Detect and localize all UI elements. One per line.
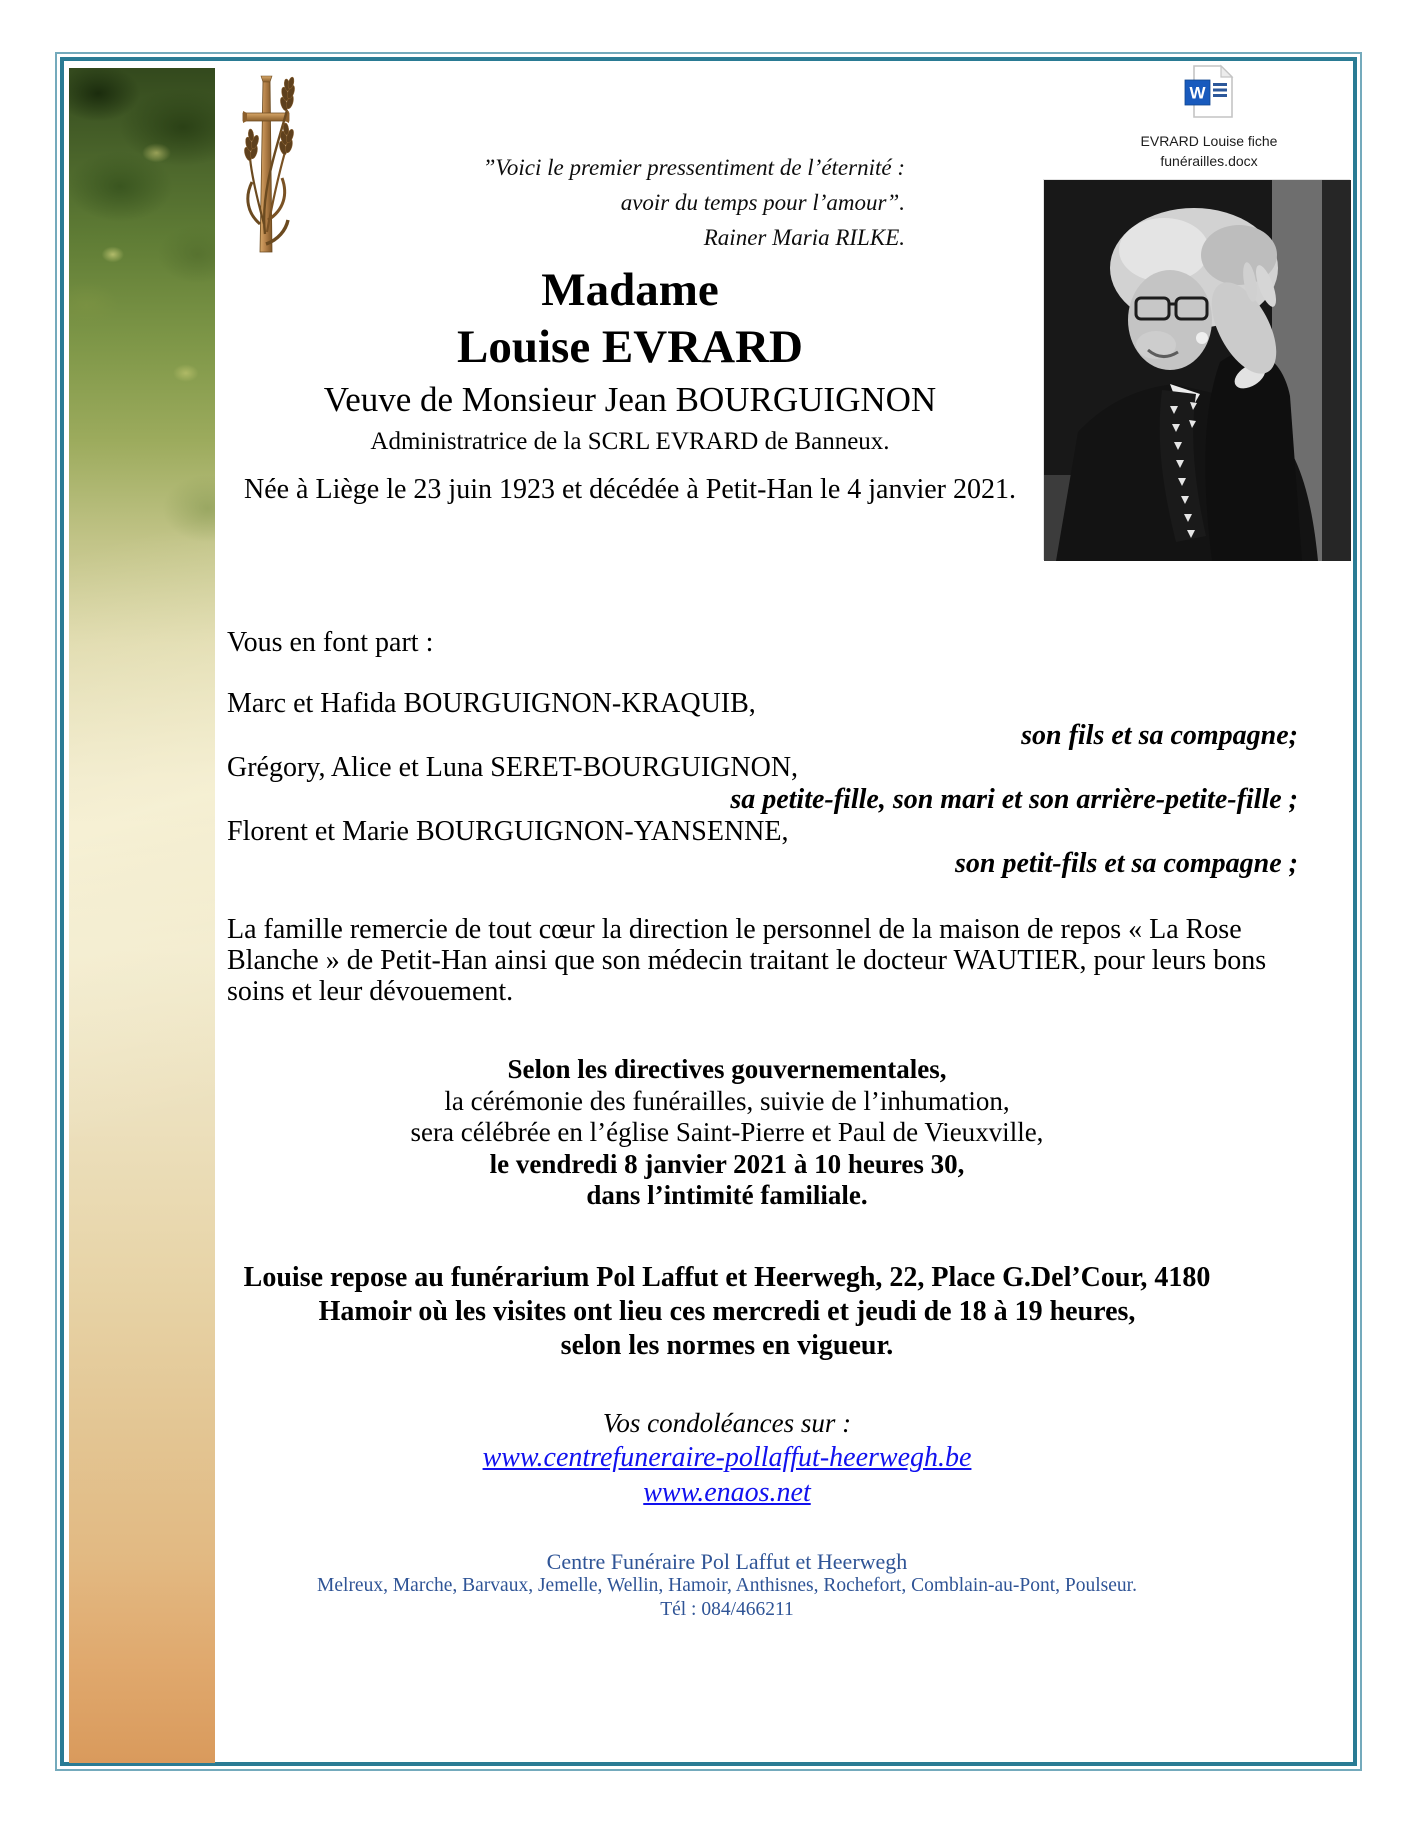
ceremony-line: la cérémonie des funérailles, suivie de l’inhumation, — [444, 1085, 1010, 1116]
deceased-portrait-photo — [1043, 179, 1350, 560]
visitation-details — [227, 1261, 1227, 1363]
attachment-shortcut[interactable] — [1124, 64, 1294, 171]
family-member-names: Florent et Marie BOURGUIGNON-YANSENNE, — [227, 816, 789, 847]
family-member-relation: son petit-fils et sa compagne ; — [955, 848, 1298, 879]
condolences-link-centrefuneraire[interactable]: www.centrefuneraire-pollaffut-heerwegh.be — [482, 1442, 972, 1473]
funeral-home-locations: Melreux, Marche, Barvaux, Jemelle, Wellin, Hamoir, Anthisnes, Rochefort, Comblain-au-Pont, Poulseur. — [317, 1575, 1137, 1596]
announcement-intro: Vous en font part : — [227, 627, 434, 658]
condolences-section — [227, 1406, 1227, 1510]
quote-author: Rainer Maria RILKE. — [703, 225, 905, 250]
deceased-life-dates: Née à Liège le 23 juin 1923 et décédée à Petit-Han le 4 janvier 2021. — [243, 474, 1017, 505]
family-list — [227, 688, 1298, 880]
family-member-relation: sa petite-fille, son mari et son arrière-petite-fille ; — [730, 784, 1298, 815]
visitation-line: Hamoir où les visites ont lieu ces mercredi et jeudi de 18 à 19 heures, — [318, 1296, 1136, 1327]
ceremony-line: Selon les directives gouvernementales, — [507, 1054, 947, 1084]
ceremony-line: sera célébrée en l’église Saint-Pierre et Paul de Vieuxville, — [410, 1117, 1044, 1147]
deceased-role: Administratrice de la SCRL EVRARD de Banneux. — [370, 428, 890, 455]
forest-path-image — [69, 68, 215, 1763]
deceased-widow-of: Veuve de Monsieur Jean BOURGUIGNON — [323, 380, 937, 419]
deceased-name: Louise EVRARD — [456, 321, 803, 373]
thanks-line: Blanche » de Petit-Han ainsi que son médecin traitant le docteur WAUTIER, pour leurs bons — [227, 945, 1267, 976]
funeral-home-footer — [227, 1549, 1227, 1622]
family-member-relation: son fils et sa compagne; — [1021, 720, 1298, 751]
thanks-line: La famille remercie de tout cœur la direction le personnel de la maison de repos « La Rose — [227, 914, 1242, 945]
cross-wheat-icon — [230, 74, 302, 260]
quote-line: ”Voici le premier pressentiment de l’éternité : — [482, 155, 905, 180]
family-member-names: Grégory, Alice et Luna SERET-BOURGUIGNON, — [227, 752, 799, 783]
family-member-names: Marc et Hafida BOURGUIGNON-KRAQUIB, — [227, 688, 756, 719]
word-document-icon — [1183, 64, 1235, 122]
condolences-label: Vos condoléances sur : — [602, 1408, 852, 1438]
thanks-paragraph — [227, 914, 1307, 1007]
funeral-home-phone: Tél : 084/466211 — [660, 1599, 794, 1620]
funeral-home-name: Centre Funéraire Pol Laffut et Heerwegh — [546, 1549, 908, 1574]
memorial-quote — [300, 150, 905, 255]
attachment-filename: EVRARD Louise fiche funérailles.docx — [1140, 133, 1278, 169]
ceremony-details — [227, 1054, 1227, 1212]
ceremony-line: le vendredi 8 janvier 2021 à 10 heures 30, — [489, 1148, 965, 1179]
ceremony-line: dans l’intimité familiale. — [586, 1180, 868, 1210]
quote-line: avoir du temps pour l’amour”. — [620, 190, 905, 215]
visitation-line: selon les normes en vigueur. — [560, 1330, 894, 1361]
deceased-title: Madame — [541, 264, 719, 316]
svg-text:W: W — [1189, 83, 1206, 103]
deceased-header — [215, 262, 1045, 506]
thanks-line: soins et leur dévouement. — [227, 976, 514, 1007]
visitation-line: Louise repose au funérarium Pol Laffut et Heerwegh, 22, Place G.Del’Cour, 4180 — [243, 1262, 1211, 1293]
condolences-link-enaos[interactable]: www.enaos.net — [643, 1477, 811, 1508]
